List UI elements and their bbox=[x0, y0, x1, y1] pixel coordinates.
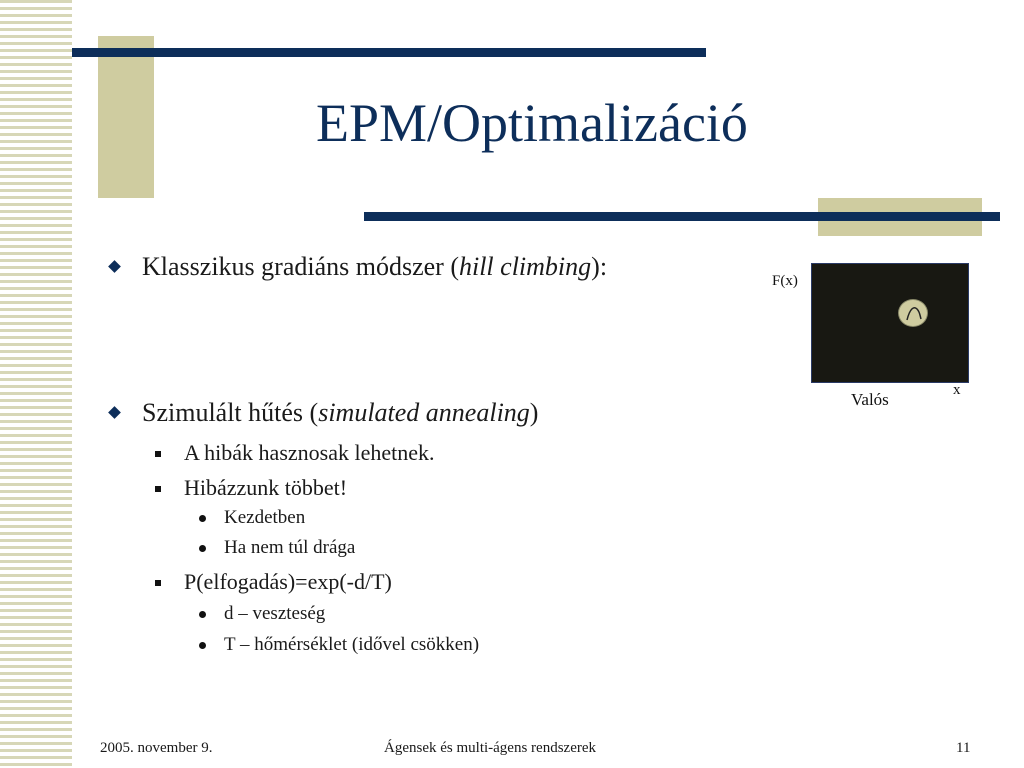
figure-caption: Valós bbox=[851, 390, 889, 409]
objective-function-plot bbox=[811, 263, 969, 383]
bullet-hill-climbing bbox=[142, 252, 607, 282]
sub-sub-bullet-initially: Kezdetben bbox=[224, 507, 306, 528]
bullet-text: Klasszikus gradiáns módszer ( bbox=[142, 252, 459, 281]
bullet-suffix: ) bbox=[529, 398, 539, 427]
left-stripe-decoration bbox=[0, 0, 72, 768]
sub-sub-bullet-not-expensive: Ha nem túl drága bbox=[224, 537, 356, 558]
bullet-suffix: ): bbox=[591, 252, 608, 281]
sub-bullet-acceptance-prob: P(elfogadás)=exp(-d/T) bbox=[184, 569, 392, 594]
figure-y-label: F(x) bbox=[772, 273, 798, 289]
footer-page-number: 11 bbox=[956, 740, 971, 756]
figure-x-label: x bbox=[953, 382, 961, 398]
footer-date: 2005. november 9. bbox=[100, 740, 213, 756]
square-bullet-icon bbox=[155, 486, 161, 492]
sub-sub-bullet-loss: d – veszteség bbox=[224, 603, 326, 624]
dot-bullet-icon bbox=[199, 545, 206, 552]
square-bullet-icon bbox=[155, 451, 161, 457]
title-bottom-rule bbox=[364, 212, 1000, 221]
bullet-simulated-annealing bbox=[142, 398, 538, 428]
diamond-bullet-icon bbox=[108, 406, 121, 419]
sub-bullet-errors-useful: A hibák hasznosak lehetnek. bbox=[184, 440, 435, 465]
ball-on-curve-icon bbox=[898, 299, 928, 327]
tan-accent-block-left bbox=[98, 36, 154, 198]
dot-bullet-icon bbox=[199, 642, 206, 649]
sub-sub-bullet-temperature: T – hőmérséklet (idővel csökken) bbox=[224, 634, 480, 655]
diamond-bullet-icon bbox=[108, 260, 121, 273]
bullet-italic-term: hill climbing bbox=[458, 252, 592, 281]
curve-icon bbox=[899, 300, 927, 326]
bullet-italic-term: simulated annealing bbox=[318, 398, 530, 427]
slide-title: EPM/Optimalizáció bbox=[316, 93, 748, 153]
footer-course-title: Ágensek és multi-ágens rendszerek bbox=[384, 740, 597, 756]
dot-bullet-icon bbox=[199, 515, 206, 522]
sub-bullet-err-more: Hibázzunk többet! bbox=[184, 475, 348, 500]
bullet-text: Szimulált hűtés ( bbox=[142, 398, 319, 427]
title-top-rule bbox=[72, 48, 706, 57]
dot-bullet-icon bbox=[199, 611, 206, 618]
square-bullet-icon bbox=[155, 580, 161, 586]
